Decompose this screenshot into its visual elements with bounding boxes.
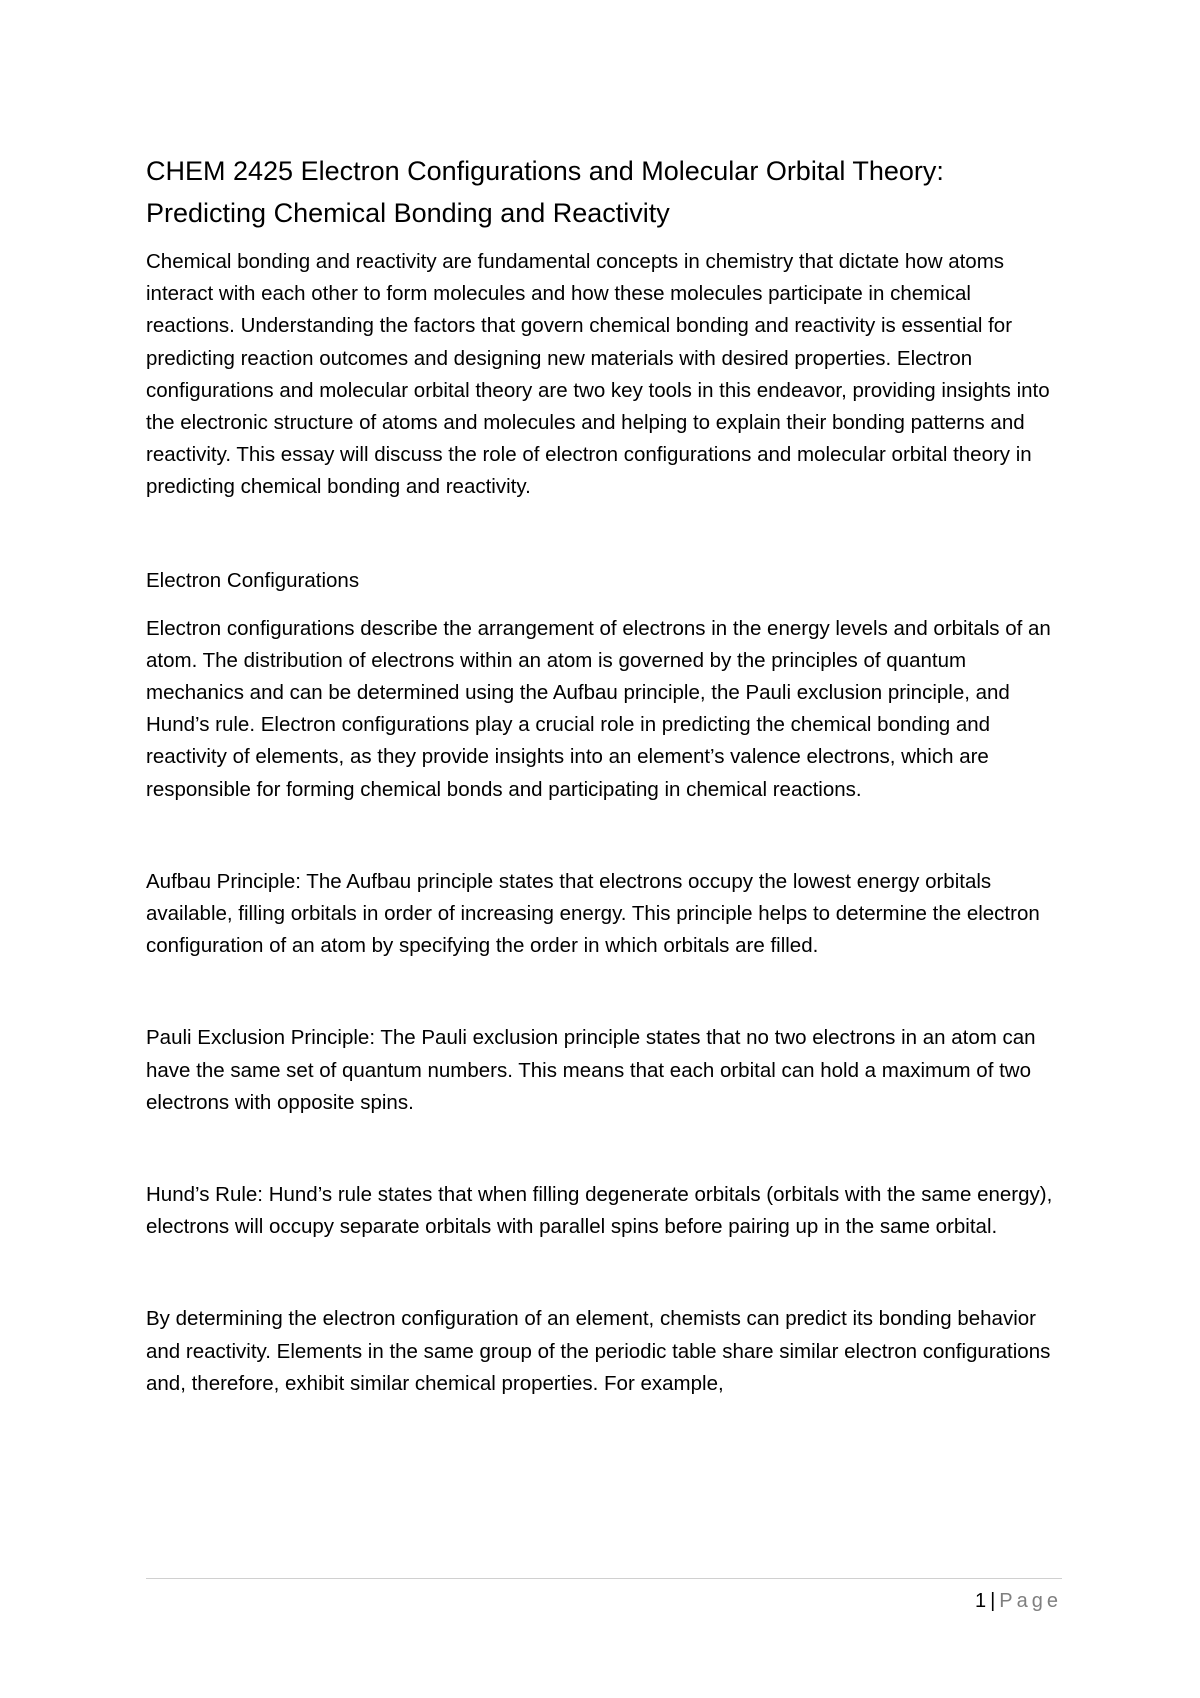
document-title: CHEM 2425 Electron Configurations and Molecular Orbital Theory: Predicting Chemical Bonding and Reactivity [146,156,944,228]
page-number: 1 [974,1590,987,1612]
footer-separator: | [990,1590,996,1612]
closing-paragraph: By determining the electron configuration of an element, chemists can predict its bonding behavior and reactivity. Elements in the same group of the periodic table share similar electron configurations and, therefore, exhibit similar chemical properties. For example, [146,1307,1051,1395]
section-heading: Electron Configurations [146,568,360,592]
section-intro-paragraph: Electron configurations describe the arrangement of electrons in the energy levels and orbitals of an atom. The distribution of electrons within an atom is governed by the principles of quantum mechanics and can be determined using the Aufbau principle, the Pauli exclusion principle, and Hund’s rule. Electron configurations play a crucial role in predicting the chemical bonding and reactivity of elements, as they provide insights into an element’s valence electrons, which are responsible for forming chemical bonds and participating in chemical reactions. [146,616,1051,801]
page-label: Page [999,1590,1062,1612]
intro-paragraph: Chemical bonding and reactivity are fundamental concepts in chemistry that dictate how atoms interact with each other to form molecules and how these molecules participate in chemical reactions. Understanding the factors that govern chemical bonding and reactivity is essential for predicting reaction outcomes and designing new materials with desired properties. Electron configurations and molecular orbital theory are two key tools in this endeavor, providing insights into the electronic structure of atoms and molecules and helping to explain their bonding patterns and reactivity. This essay will discuss the role of electron configurations and molecular orbital theory in predicting chemical bonding and reactivity. [146,250,1050,499]
aufbau-paragraph: Aufbau Principle: The Aufbau principle states that electrons occupy the lowest energy orbitals available, filling orbitals in order of increasing energy. This principle helps to determine the electron configuration of an atom by specifying the order in which orbitals are filled. [146,869,1040,958]
page-content [146,150,1062,1400]
hund-paragraph: Hund’s Rule: Hund’s rule states that when filling degenerate orbitals (orbitals with the same energy), electrons will occupy separate orbitals with parallel spins before pairing up in the same orbital. [146,1183,1053,1239]
footer-divider [146,1578,1062,1579]
page-footer [975,1588,1062,1614]
pauli-paragraph: Pauli Exclusion Principle: The Pauli exclusion principle states that no two electrons in an atom can have the same set of quantum numbers. This means that each orbital can hold a maximum of two electrons with opposite spins. [146,1026,1036,1114]
